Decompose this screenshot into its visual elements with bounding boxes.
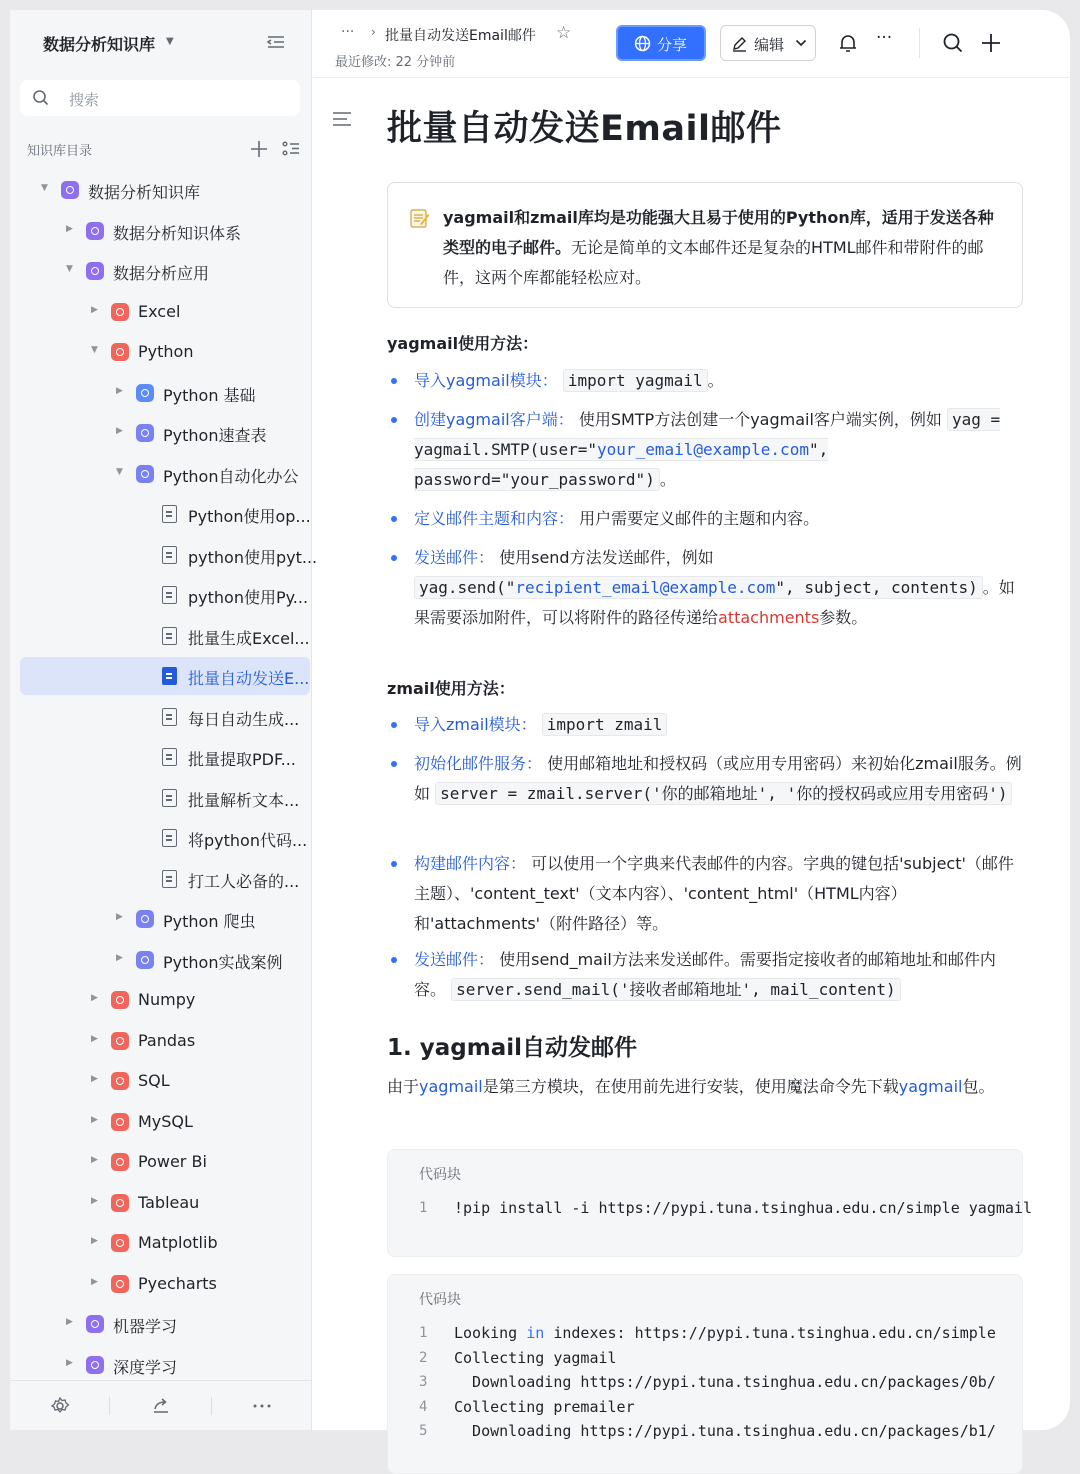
tree-item-python-cases[interactable] [20,941,310,979]
code-text: ", password="your_password") [414,440,829,489]
tree-item-label: MySQL [138,1112,193,1131]
tree-item-label: Tableau [138,1193,200,1212]
tree-item-numpy[interactable] [20,981,310,1019]
code-text: ", subject, contents) [775,578,978,597]
node-icon [136,951,154,969]
tree-item-python-basics[interactable] [20,374,310,412]
bullet-icon [391,555,397,561]
caret-right-icon[interactable]: ▶ [91,1196,98,1206]
node-icon [111,1153,129,1171]
tree-item-matplotlib[interactable] [20,1224,310,1262]
paragraph [387,1072,1017,1102]
edit-mode-button[interactable] [720,25,816,61]
breadcrumb-more[interactable]: ··· [341,24,355,40]
sidebar-footer [10,1380,311,1430]
folder-icon [86,1315,104,1333]
inline-code [414,576,983,599]
highlighted-text: attachments [718,608,820,627]
document-title: 批量自动发送Email邮件 [387,109,782,149]
caret-right-icon[interactable]: ▶ [66,1317,73,1327]
bullet-icon [391,957,397,963]
tree-item-doc[interactable] [20,536,318,574]
document-icon [162,505,177,523]
link[interactable]: 发送邮件： [414,548,495,567]
caret-down-icon[interactable]: ▼ [116,467,123,477]
list-view-icon[interactable] [281,139,301,159]
zmail-heading: zmail使用方法： [387,679,515,698]
caret-down-icon[interactable]: ▼ [41,183,48,193]
caret-right-icon[interactable]: ▶ [66,1358,73,1368]
list-item [387,749,1027,809]
chevron-down-icon [795,38,807,48]
document-icon [162,829,177,847]
knowledge-base-title[interactable]: 数据分析知识库 [43,35,156,54]
node-icon [111,303,129,321]
callout-text [443,203,1008,293]
text: 参数。 [819,608,868,627]
tree-item-label: Python [138,342,194,361]
line-number: 1 [419,1200,428,1216]
inline-code: import yagmail [563,369,708,392]
caret-right-icon[interactable]: ▶ [116,426,123,436]
code-text: yag.send(" [419,578,516,597]
code-text: Looking [454,1324,527,1342]
document-icon [162,667,177,685]
search-icon[interactable] [941,31,965,55]
tree-item-label: 机器学习 [113,1317,178,1336]
tree-item-doc[interactable] [20,738,310,776]
caret-down-icon[interactable]: ▼ [166,36,174,47]
caret-right-icon[interactable]: ▶ [116,912,123,922]
tree-item-label: Python自动化办公 [163,467,299,486]
tree-item-label: Python实战案例 [163,953,283,972]
text: 用户需要定义邮件的主题和内容。 [579,509,820,528]
tree-item-doc[interactable] [20,698,310,736]
line-number: 2 [419,1350,428,1366]
link[interactable]: 创建yagmail客户端： [414,410,574,429]
tree-item-label: 批量解析文本... [188,791,300,810]
tree-item-label: python使用Py... [188,588,309,607]
caret-right-icon[interactable]: ▶ [91,305,98,315]
code-block-caption: 代码块 [419,1167,461,1183]
line-number: 4 [419,1399,428,1415]
document-icon [162,748,177,766]
document-header [313,10,1070,78]
code-keyword: in [526,1324,545,1342]
bullet-icon [391,761,397,767]
code-line: Collecting yagmail [454,1349,617,1367]
node-icon [111,1113,129,1131]
callout-bold-text: yagmail和zmail库均是功能强大且易于使用的Python库，适用于发送各种类型的电子邮件。 [443,208,994,257]
tree-item-label: 批量生成Excel... [188,629,310,648]
list-item [387,710,1027,740]
tree-item-label: Python 爬虫 [163,912,256,931]
list-item [387,849,1027,939]
last-modified: 最近修改: 22 分钟前 [335,55,456,70]
text: 使用send方法发送邮件，例如 [499,548,714,567]
caret-right-icon[interactable]: ▶ [91,1074,98,1084]
text: 由于 [387,1077,420,1096]
inline-code: import zmail [542,713,668,736]
document-icon [162,789,177,807]
tree-item-sql[interactable] [20,1062,310,1100]
wiki-icon [61,181,79,199]
bullet-icon [391,417,397,423]
share-out-icon[interactable] [150,1395,172,1417]
globe-icon [634,35,651,52]
tree-item-label: 打工人必备的... [188,872,300,891]
caret-down-icon[interactable]: ▼ [91,345,98,355]
tree-item-python-crawler[interactable] [20,900,310,938]
more-icon[interactable] [251,1395,273,1417]
section-heading: 1. yagmail自动发邮件 [387,1035,637,1061]
breadcrumb-current-doc[interactable]: 批量自动发送Email邮件 [385,28,536,44]
chevron-right-icon: › [371,25,376,39]
share-label: 分享 [657,36,688,54]
app-window [10,10,1070,1440]
code-text: yag = yagmail.SMTP(user=" [414,410,1001,459]
tree-item-label: Python使用op... [188,507,311,526]
tree-item-doc[interactable] [20,576,310,614]
link[interactable]: 发送邮件： [414,950,495,969]
edit-label: 编辑 [754,36,785,54]
line-number: 5 [419,1423,428,1439]
document-icon [162,627,177,645]
node-icon [136,910,154,928]
tree-item-label: 数据分析知识体系 [113,224,242,243]
pen-icon [731,35,748,52]
tree-item-excel[interactable] [20,293,310,331]
divider [211,1397,212,1415]
add-icon[interactable] [979,31,1003,55]
sidebar [10,10,318,1430]
tree-item-label: 数据分析知识库 [88,183,201,202]
list-item [387,543,1027,633]
list-item [387,945,1027,1005]
more-options[interactable]: ··· [876,28,893,48]
link[interactable]: yagmail [419,1077,483,1096]
inline-code: server.send_mail('接收者邮箱地址', mail_content) [451,978,901,1001]
outline-icon[interactable] [331,109,353,129]
tree-item-label: Python 基础 [163,386,256,405]
code-line [454,1324,996,1342]
code-line: Downloading https://pypi.tuna.tsinghua.edu.cn/packages/0b/ [454,1373,996,1391]
tree-item-pyecharts[interactable] [20,1265,310,1303]
node-icon [111,991,129,1009]
inline-code: server = zmail.server('你的邮箱地址', '你的授权码或应用专用密码') [435,782,1012,805]
text: 。 [707,371,724,390]
code-block[interactable] [387,1274,1023,1474]
folder-icon [86,1356,104,1374]
bullet-icon [391,516,397,522]
code-line: Downloading https://pypi.tuna.tsinghua.edu.cn/packages/b1/ [454,1422,996,1440]
memo-icon [408,207,430,229]
settings-icon[interactable] [49,1395,71,1417]
document-icon [162,586,177,604]
grid-icon [86,222,104,240]
document-icon [162,708,177,726]
tree-item-label: Python速查表 [163,426,267,445]
tree-item-label: Excel [138,302,181,321]
list-item [387,405,1027,495]
node-icon [111,1072,129,1090]
tree-item-label: Matplotlib [138,1233,218,1252]
bullet-icon [391,861,397,867]
link[interactable]: 导入yagmail模块： [414,371,558,390]
share-button[interactable] [616,25,706,61]
tree-item-label: Numpy [138,990,196,1009]
folder-icon [86,262,104,280]
code-url[interactable]: your_email@example.com [597,440,809,459]
caret-right-icon[interactable]: ▶ [116,386,123,396]
tree-item-doc[interactable] [20,860,310,898]
tree-item-machine-learning[interactable] [20,1305,310,1343]
star-icon[interactable]: ☆ [556,23,572,43]
tree-item-python-cheatsheet[interactable] [20,414,310,452]
list-item [387,366,1027,396]
tree-item-label: 将python代码... [188,831,308,850]
tree-item-analysis-apps[interactable] [20,252,310,290]
search-icon [32,89,50,107]
tree-item-label: 深度学习 [113,1358,178,1377]
tree-item-pandas[interactable] [20,1022,310,1060]
link[interactable]: 构建邮件内容： [414,854,527,873]
caret-right-icon[interactable]: ▶ [91,1034,98,1044]
tree-item-label: Pyecharts [138,1274,217,1293]
tree-item-label: 批量提取PDF... [188,750,296,769]
node-icon [136,384,154,402]
tree-item-doc[interactable] [20,819,310,857]
tree-item-label: 数据分析应用 [113,264,210,283]
tree-item-doc[interactable] [20,495,310,533]
tree-item-label: Pandas [138,1031,196,1050]
tree-item-label: 每日自动生成... [188,710,300,729]
tree-item-label: 批量自动发送E... [188,669,310,688]
text: 使用SMTP方法创建一个yagmail客户端实例，例如 [578,410,942,429]
yagmail-heading: yagmail使用方法： [387,334,539,353]
caret-right-icon[interactable]: ▶ [66,224,73,234]
tree-item-doc-active[interactable] [20,657,310,695]
node-icon [111,1194,129,1212]
code-text: indexes: https://pypi.tuna.tsinghua.edu.cn/simple [544,1324,996,1342]
callout-rest-text: 无论是简单的文本邮件还是复杂的HTML邮件和带附件的邮件，这两个库都能轻松应对。 [443,238,984,287]
tree-item-knowledge-system[interactable] [20,212,310,250]
tree-item-deep-learning[interactable] [20,1346,310,1384]
line-number: 3 [419,1374,428,1390]
node-icon [136,465,154,483]
tree-item-doc[interactable] [20,779,310,817]
link[interactable]: 定义邮件主题和内容： [414,509,575,528]
line-number: 1 [419,1325,428,1341]
node-icon [136,424,154,442]
search-placeholder: 搜索 [69,91,100,109]
add-icon[interactable] [249,139,269,159]
tree-item-power-bi[interactable] [20,1143,310,1181]
text: 包。 [962,1077,995,1096]
tree-item-mysql[interactable] [20,1103,310,1141]
caret-right-icon[interactable]: ▶ [91,1236,98,1246]
caret-down-icon[interactable]: ▼ [66,264,73,274]
text: 可以使用一个字典来代表邮件的内容。字典的键包括'subject'（邮件主题）、'content_text'（文本内容）、'content_html'（HTML内容）和'attachments'（附件路径）等。 [414,854,1014,933]
code-block-caption: 代码块 [419,1292,461,1308]
caret-right-icon[interactable]: ▶ [116,953,123,963]
document-icon [162,546,177,564]
text: 。 [659,470,676,489]
collapse-sidebar-icon[interactable] [264,30,288,54]
tree-section-label: 知识库目录 [27,144,93,159]
text: 使用邮箱地址和授权码（或应用专用密码）来初始化zmail服务。例如 [414,754,1022,803]
text: 使用send_mail方法来发送邮件。需要指定接收者的邮箱地址和邮件内容。 [414,950,996,999]
tree-item-label: Power Bi [138,1152,207,1171]
tree-item-knowledge-base[interactable] [20,171,310,209]
caret-right-icon[interactable]: ▶ [91,1277,98,1287]
caret-right-icon[interactable]: ▶ [91,1115,98,1125]
tree-item-doc[interactable] [20,617,310,655]
bullet-icon [391,378,397,384]
text: 。如果需要添加附件，可以将附件的路径传递给 [414,578,1015,627]
link[interactable]: 初始化邮件服务： [414,754,543,773]
code-line: Collecting premailer [454,1398,635,1416]
link[interactable]: 导入zmail模块： [414,715,537,734]
node-icon [111,1032,129,1050]
link[interactable]: yagmail [898,1077,963,1096]
caret-right-icon[interactable]: ▶ [91,993,98,1003]
document-body [313,79,1070,1440]
tree-item-python[interactable] [20,333,310,371]
node-icon [111,343,129,361]
tree-item-label: python使用pyt... [188,548,318,567]
divider [919,28,920,58]
divider [109,1397,110,1415]
callout-block [387,182,1023,308]
caret-right-icon[interactable]: ▶ [91,1155,98,1165]
tree-item-python-office[interactable] [20,455,310,493]
sidebar-header [10,10,311,76]
code-block[interactable] [387,1149,1032,1257]
bullet-icon [391,722,397,728]
search-input[interactable] [20,80,300,116]
document-icon [162,870,177,888]
tree-item-label: SQL [138,1071,170,1090]
code-line: !pip install -i https://pypi.tuna.tsinghua.edu.cn/simple yagmail [454,1199,1032,1217]
text: 是第三方模块，在使用前先进行安装，使用魔法命令先下载 [482,1077,899,1096]
code-url[interactable]: recipient_email@example.com [515,578,776,597]
node-icon [111,1275,129,1293]
bell-icon[interactable] [836,31,860,55]
tree-item-tableau[interactable] [20,1184,310,1222]
list-item [387,504,1027,534]
node-icon [111,1234,129,1252]
